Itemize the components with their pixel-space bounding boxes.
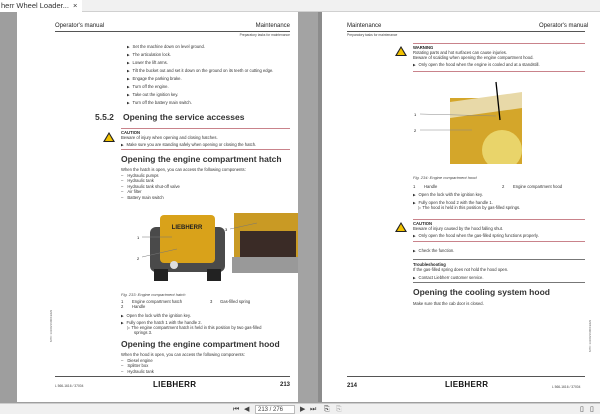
close-tab-icon[interactable]: × (73, 1, 78, 10)
footer-code: L 566-1616 / 37004 (552, 385, 581, 389)
caution-action: ▶ Only open the hood when the gas-filled spring functions properly. (413, 233, 539, 238)
hood-intro: When the hood is open, you can access the following components: (121, 352, 245, 357)
header-right: Maintenance (255, 23, 290, 29)
list-item: – Battery main switch (121, 195, 164, 200)
troubleshooting-action: ▶ Contact Liebherr customer service. (413, 275, 483, 280)
first-page-icon[interactable]: ⏮ (233, 406, 240, 413)
single-page-view-icon[interactable]: ▯ (580, 406, 584, 413)
header-left: Operator's manual (55, 23, 105, 29)
warning-triangle-icon (103, 132, 115, 142)
figure-caption: Fig. 233: Engine compartment hatch (121, 292, 186, 297)
step: ▶ Open the lock with the ignition key. (413, 192, 483, 197)
legend-label: Engine compartment hood (513, 184, 563, 189)
step: ▶ Tilt the bucket out and set it down on the ground on its teeth or cutting edge. (127, 68, 273, 73)
legend-number: 3 (210, 299, 213, 304)
hatch-title: Opening the engine compartment hatch (121, 154, 282, 164)
legend-label: Gas-filled spring (220, 299, 251, 304)
engine-hatch-figure (132, 207, 302, 287)
step: ▶ Turn off the battery main switch. (127, 100, 192, 105)
legend-number: 2 (502, 184, 505, 189)
two-page-view-icon[interactable]: ▯ (590, 406, 594, 413)
legend-number: 2 (121, 304, 124, 309)
callout-1: 1 (137, 235, 140, 240)
page-213 (17, 12, 298, 402)
subheader: Preparatory tasks for maintenance (347, 33, 398, 37)
previous-view-icon[interactable]: ⎘ (324, 406, 330, 413)
caution-action: ▶ Make sure you are standing safely when opening or closing the hatch. (121, 142, 256, 147)
caution-text: Beware of injury caused by the hood falling shut. (413, 226, 504, 231)
subheader: Preparatory tasks for maintenance (239, 33, 290, 37)
footer-code: L 566-1616 / 37004 (55, 384, 84, 388)
next-page-icon[interactable]: ▶ (300, 406, 306, 413)
result: ▷ The hood is held in this position by gas-filled springs. (418, 205, 521, 210)
result-cont: springs 3. (134, 330, 153, 335)
troubleshooting-text: If the gas-filled spring does not hold the hood open. (413, 267, 509, 272)
header-left: Maintenance (347, 23, 382, 29)
page-gap (298, 12, 318, 402)
step: ▶ Lower the lift arms. (127, 60, 168, 65)
list-item: – Hydraulic tank (121, 178, 154, 183)
liebherr-logo: LIEBHERR (445, 380, 489, 389)
warning-triangle-icon (395, 222, 407, 232)
warning-action: ▶ Only open the hood when the engine is cooled and at a standstill. (413, 62, 540, 67)
cooling-title: Opening the cooling system hood (413, 287, 550, 297)
troubleshooting-label: Troubleshooting (413, 262, 446, 267)
cooling-text: Make sure that the cab door is closed. (413, 301, 484, 306)
result-text: The engine compartment hatch is held in this position by two gas-filled (131, 325, 262, 330)
warning-text: Rotating parts and hot surfaces can cause injuries. (413, 50, 508, 55)
section-title: Opening the service accesses (123, 112, 245, 122)
step: ▶ Take out the ignition key. (127, 92, 178, 97)
step: ▶ Fully open the hood 2 with the handle 1. (413, 200, 493, 205)
caution-text: Beware of injury when opening and closing hatches. (121, 135, 218, 140)
result: ▷ The engine compartment hatch is held in this position by two gas-filled (127, 325, 262, 330)
machine-brand: LIEBHERR (171, 225, 203, 231)
last-page-icon[interactable]: ⏭ (310, 406, 317, 413)
liebherr-logo: LIEBHERR (153, 380, 197, 389)
margin-text: MTC 13100/1600/19/EN (49, 309, 53, 342)
legend-number: 1 (121, 299, 124, 304)
engine-hood-figure (410, 78, 530, 164)
next-view-icon[interactable]: ⎘ (336, 406, 342, 413)
step: ▶ Engage the parking brake. (127, 76, 182, 81)
step: ▶ Turn off the engine. (127, 84, 169, 89)
caution-label: CAUTION (121, 130, 141, 135)
warning-triangle-icon (395, 46, 407, 56)
page-number-input[interactable]: 213 / 276 (255, 405, 295, 414)
margin-text: MTC 13100/1600/19/EN (588, 319, 592, 352)
legend-label: Handle (424, 184, 438, 189)
caution-label: CAUTION (413, 221, 433, 226)
callout-1: 1 (414, 112, 417, 117)
step: ▶ Set the machine down on level ground. (127, 44, 205, 49)
step: ▶ Open the lock with the ignition key. (121, 313, 191, 318)
tab-title: herr Wheel Loader... (1, 1, 69, 10)
step: ▶ Check the function. (413, 248, 454, 253)
navigation-toolbar (0, 403, 600, 414)
tab-bar (0, 0, 600, 12)
callout-2: 2 (414, 128, 417, 133)
legend-number: 1 (413, 184, 416, 189)
result-text: The hood is held in this position by gas-filled springs. (422, 205, 521, 210)
warning-label: WARNING (413, 45, 434, 50)
step: ▶ The articulation lock. (127, 52, 171, 57)
figure-caption: Fig. 234: Engine compartment hood (413, 175, 477, 180)
header-right: Operator's manual (539, 23, 589, 29)
step: ▶ Fully open the hatch 1 with the handle 2. (121, 320, 202, 325)
list-item: – Diesel engine (121, 358, 153, 363)
hood-title: Opening the engine compartment hood (121, 339, 280, 349)
list-item: – Splitter box (121, 363, 148, 368)
list-item: – Hydraulic tank shut-off valve (121, 184, 180, 189)
list-item: – Air filter (121, 189, 142, 194)
previous-page-icon[interactable]: ◀ (244, 406, 250, 413)
list-item: – Hydraulic tank (121, 369, 154, 374)
page-number: 213 (279, 382, 290, 388)
page-214 (322, 12, 600, 402)
legend-label: Handle (132, 304, 146, 309)
callout-2: 2 (137, 256, 140, 261)
legend-label: Engine compartment hatch (132, 299, 183, 304)
hatch-intro: When the hatch is open, you can access the following components: (121, 167, 246, 172)
callout-3: 3 (225, 227, 228, 232)
document-tab[interactable] (0, 0, 82, 12)
list-item: – Hydraulic pumps (121, 173, 159, 178)
page-number: 214 (347, 383, 358, 389)
warning-text: Beware of scalding when opening the engine compartment hood. (413, 55, 534, 60)
section-number: 5.5.2 (95, 112, 114, 122)
